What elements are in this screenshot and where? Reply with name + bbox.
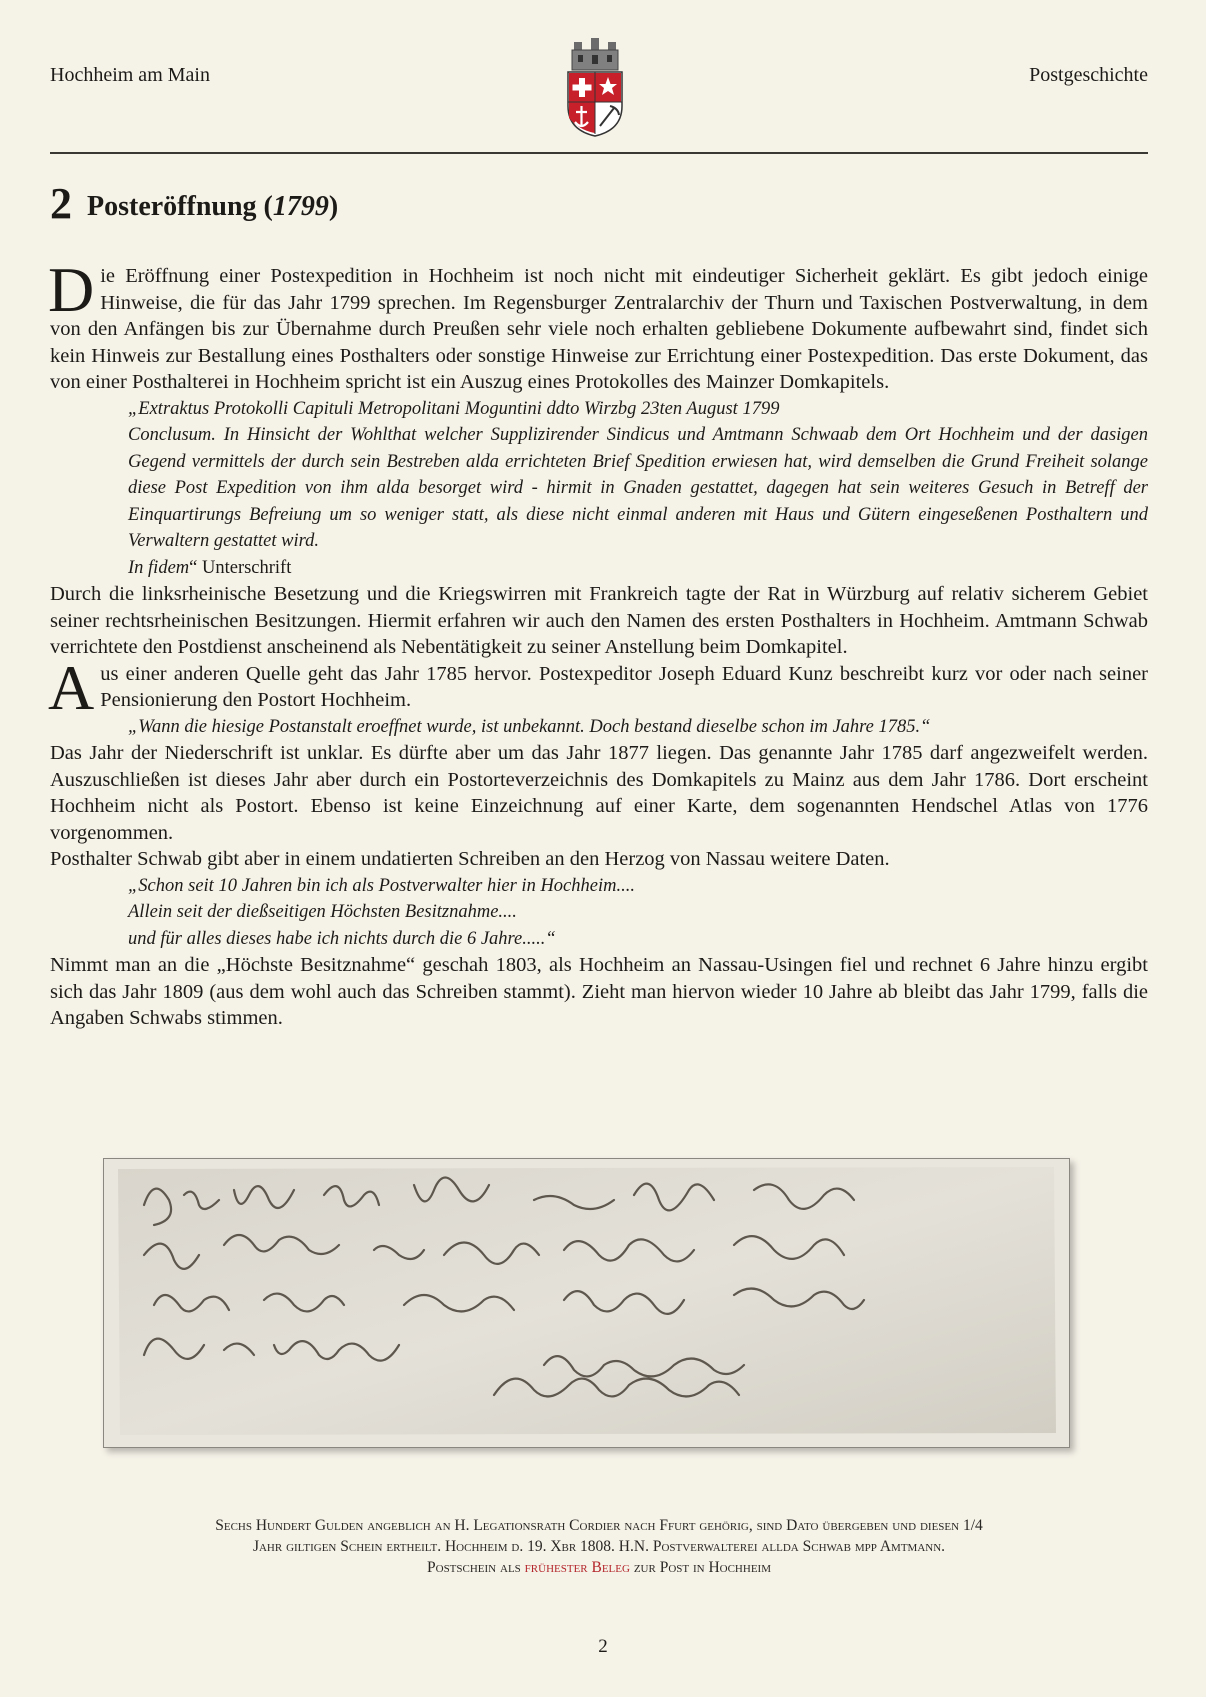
chapter-title: Posteröffnung	[87, 191, 257, 222]
manuscript-handwriting	[114, 1165, 1059, 1437]
caption-line-3	[50, 1557, 1148, 1578]
quote-protocol	[128, 396, 1148, 582]
chapter-year-close: )	[328, 191, 339, 222]
quote-protocol-signature: “ Unterschrift	[189, 557, 292, 578]
caption-line-3-a: Postschein als	[427, 1559, 525, 1576]
drop-cap-d: D	[48, 254, 95, 325]
header-divider	[50, 152, 1148, 154]
paragraph-intro	[48, 254, 1148, 396]
quote-protocol-in-fidem: In fidem	[128, 557, 190, 578]
caption-line-1: Sechs Hundert Gulden angeblich an H. Legationsrath Cordier nach Ffurt gehörig, sind Dato übergeben und diesen 1/4	[215, 1517, 983, 1534]
paragraph-1785	[48, 651, 1148, 723]
page-number: 2	[598, 1636, 608, 1657]
caption-line-3-b: zur Post in Hochheim	[629, 1559, 771, 1576]
article-body	[48, 254, 1148, 1032]
hochheim-coat-of-arms-icon	[564, 38, 626, 138]
paragraph-1877: Das Jahr der Niederschrift ist unklar. Es dürfte aber um das Jahr 1877 liegen. Das genannte Jahr 1785 darf angezweifelt werden. Auszuschließen ist dieses Jahr aber durch ein Postorteverzeichnis des Domkapitels zu Mainz aus dem Jahr 1786. Dort erscheint Hochheim nicht als Postort. Ebenso ist keine Einzeichnung auf einer Karte, dem sogenannten Hendschel Atlas von 1776 vorgenommen.	[50, 742, 1148, 844]
paragraph-wuerzburg: Durch die linksrheinische Besetzung und die Kriegswirren mit Frankreich tagte der Rat in Würzburg auf relativ sicherem Gebiet seiner rechtsrheinischen Besitzungen. Hiermit erfahren wir auch den Namen des ersten Posthalters in Hochheim. Amtmann Schwab verrichtete den Postdienst anscheinend als Nebentätigkeit zu seiner Anstellung beim Domkapitel.	[50, 583, 1148, 658]
paragraph-1785-text: us einer anderen Quelle geht das Jahr 1785 hervor. Postexpeditor Joseph Eduard Kunz beschreibt kurz vor oder nach seiner Pensionierung den Postort Hochheim.	[100, 662, 1148, 711]
quote-protocol-body: Conclusum. In Hinsicht der Wohlthat welcher Supplizirender Sindicus und Amtmann Schwaab dem Ort Hochheim und der dasigen Gegend vermittels der durch sein Bestreben alda errichteten Brief Spedition erwiesen hat, wird demselben die Grund Freiheit solange diese Post Expedition von ihm alda besorget wird - hirmit in Gnaden gestattet, dagegen hat sein weiteres Gesuch in Betreff der Einquartirungs Befreiung um so weniger statt, als diese nicht einmal anderen mit Haus und Gütern eingeseßenen Posthaltern und Verwaltern gestattet wird.	[128, 425, 1148, 551]
image-caption	[50, 1515, 1148, 1578]
paragraph-schwab-letter: Posthalter Schwab gibt aber in einem undatierten Schreiben an den Herzog von Nassau weitere Daten.	[50, 848, 890, 870]
paragraph-intro-text: ie Eröffnung einer Postexpedition in Hochheim ist noch nicht mit eindeutiger Sicherheit geklärt. Es gibt jedoch einige Hinweise, die für das Jahr 1799 sprechen. Im Regensburger Zentralarchiv der Thurn und Taxischen Postverwaltung, in dem von den Anfängen bis zur Übernahme durch Preußen sehr viele noch erhalten gebliebene Dokumente aufbewahrt sind, findet sich kein Hinweis zur Bestallung eines Posthalters oder sonstige Hinweise zur Errichtung einer Postexpedition. Das erste Dokument, das von einer Posthalterei in Hochheim spricht ist ein Auszug eines Protokolles des Mainzer Domkapitels.	[50, 265, 1148, 393]
quote-schwab-line-2: Allein seit der dießseitigen Höchsten Besitznahme....	[128, 902, 517, 922]
quote-schwab	[128, 873, 1148, 953]
header-town-name: Hochheim am Main	[50, 64, 210, 86]
quote-kunz: „Wann die hiesige Postanstalt eroeffnet wurde, ist unbekannt. Doch bestand dieselbe schon im Jahre 1785.“	[128, 716, 931, 737]
paragraph-conclusion: Nimmt man an die „Höchste Besitznahme“ geschah 1803, als Hochheim an Nassau-Usingen fiel und rechnet 6 Jahre hinzu ergibt sich das Jahr 1809 (aus dem wohl auch das Schreiben stammt). Zieht man hiervon wieder 10 Jahre ab bleibt das Jahr 1799, falls die Angaben Schwabs stimmen.	[50, 954, 1148, 1029]
chapter-year-open: (	[263, 191, 273, 222]
quote-schwab-line-1: „Schon seit 10 Jahren bin ich als Postverwalter hier in Hochheim....	[128, 875, 635, 896]
quote-protocol-title: „Extraktus Protokolli Capituli Metropolitani Moguntini ddto Wirzbg 23ten August 1799	[128, 398, 780, 419]
quote-schwab-line-3: und für alles dieses habe ich nichts durch die 6 Jahre.....“	[128, 928, 556, 949]
chapter-heading	[50, 178, 338, 229]
header-section-name: Postgeschichte	[1029, 64, 1148, 86]
caption-highlight: frühester Beleg	[524, 1559, 630, 1576]
drop-cap-a: A	[48, 651, 95, 723]
chapter-number: 2	[50, 179, 72, 228]
page-header	[50, 60, 1148, 152]
handwritten-postschein-image	[103, 1158, 1070, 1448]
caption-line-2: Jahr giltigen Schein ertheilt. Hochheim d. 19. Xbr 1808. H.N. Postverwalterei allda Schwab mpp Amtmann.	[252, 1538, 946, 1555]
chapter-year: 1799	[272, 191, 329, 222]
